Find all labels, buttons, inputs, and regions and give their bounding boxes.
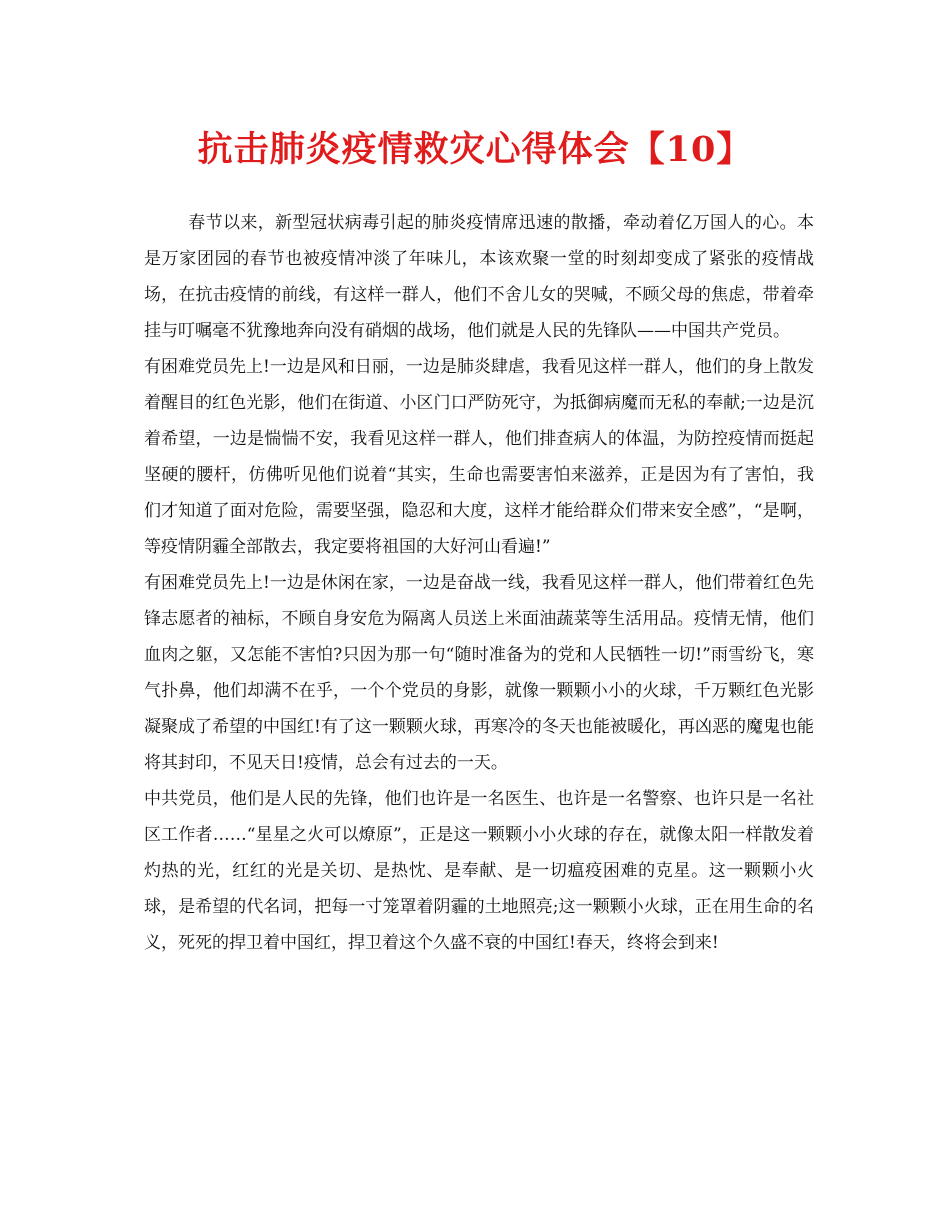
document-title: 抗击肺炎疫情救灾心得体会【10】 bbox=[197, 129, 753, 170]
document-body bbox=[144, 205, 814, 961]
paragraph-intro: 春节以来，新型冠状病毒引起的肺炎疫情席迅速的散播，牵动着亿万国人的心。本是万家团园的春节也被疫情冲淡了年味儿，本该欢聚一堂的时刻却变成了紧张的疫情战场，在抗击疫情的前线，有这样一群人，他们不舍儿女的哭喊，不顾父母的焦虑，带着牵挂与叮嘱毫不犹豫地奔向没有硝烟的战场，他们就是人民的先锋队——中国共产党员。 bbox=[144, 213, 814, 341]
paragraph-4: 中共党员，他们是人民的先锋，他们也许是一名医生、也许是一名警察、也许只是一名社区工作者……“星星之火可以燎原”，正是这一颗颗小小火球的存在，就像太阳一样散发着灼热的光，红红的光是关切、是热忱、是奉献、是一切瘟疫困难的克星。这一颗颗小火球，是希望的代名词，把每一寸笼罩着阴霾的土地照亮;这一颗颗小火球，正在用生命的名义，死死的捍卫着中国红，捍卫着这个久盛不衰的中国红!春天，终将会到来! bbox=[144, 789, 814, 953]
paragraph-2: 有困难党员先上!一边是风和日丽，一边是肺炎肆虐，我看见这样一群人，他们的身上散发着醒目的红色光影，他们在街道、小区门口严防死守，为抵御病魔而无私的奉献;一边是沉着希望，一边是惴惴不安，我看见这样一群人，他们排查病人的体温，为防控疫情而挺起坚硬的腰杆，仿佛听见他们说着“其实，生命也需要害怕来滋养，正是因为有了害怕，我们才知道了面对危险，需要坚强，隐忍和大度，这样才能给群众们带来安全感”，“是啊，等疫情阴霾全部散去，我定要将祖国的大好河山看遍!” bbox=[144, 357, 814, 557]
paragraph-3: 有困难党员先上!一边是休闲在家，一边是奋战一线，我看见这样一群人，他们带着红色先锋志愿者的袖标，不顾自身安危为隔离人员送上米面油蔬菜等生活用品。疫情无情，他们血肉之躯，又怎能不害怕?只因为那一句“随时准备为的党和人民牺牲一切!”雨雪纷飞，寒气扑鼻，他们却满不在乎，一个个党员的身影，就像一颗颗小小的火球，千万颗红色光影凝聚成了希望的中国红!有了这一颗颗火球，再寒冷的冬天也能被暖化，再凶恶的魔鬼也能将其封印，不见天日!疫情，总会有过去的一天。 bbox=[144, 573, 814, 773]
